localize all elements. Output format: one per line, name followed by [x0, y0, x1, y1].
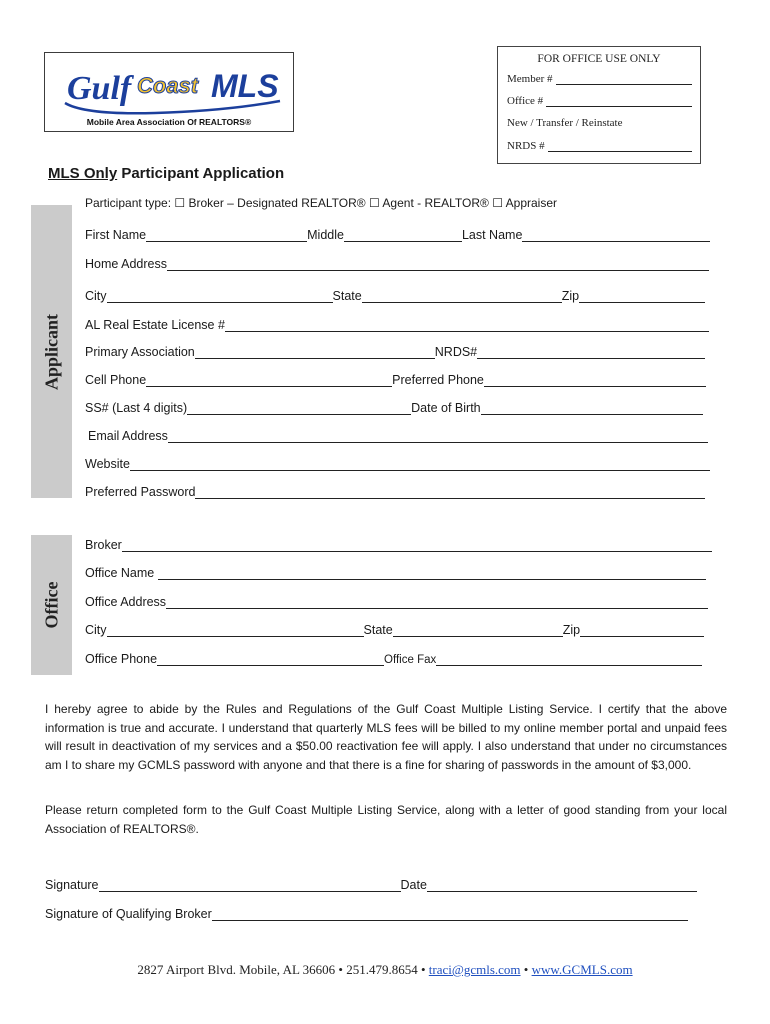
- license-field[interactable]: [225, 318, 709, 332]
- email-label: Email Address: [88, 429, 168, 443]
- office-fax-label: Office Fax: [384, 654, 437, 666]
- office-member-field[interactable]: [507, 73, 692, 85]
- home-address-label: Home Address: [85, 257, 167, 271]
- office-member-label: Member #: [507, 73, 553, 85]
- office-nrds-label: NRDS #: [507, 140, 545, 152]
- return-note-paragraph: Please return completed form to the Gulf Coast Multiple Listing Service, along with a letter of good standing from your local Association of REALTORS®.: [45, 803, 727, 836]
- office-city-field[interactable]: [107, 623, 364, 637]
- office-nrds-field[interactable]: [507, 140, 692, 152]
- office-office-label: Office #: [507, 95, 544, 107]
- office-status-label: New / Transfer / Reinstate: [507, 117, 623, 129]
- last-name-label: Last Name: [461, 228, 523, 242]
- broker-signature-row: [45, 905, 688, 921]
- gulf-coast-mls-logo: [44, 52, 294, 132]
- footer-address: 2827 Airport Blvd. Mobile, AL 36606 • 251.479.8654 •: [137, 962, 429, 977]
- broker-label: Broker: [85, 538, 122, 552]
- office-zip-field[interactable]: [580, 623, 704, 637]
- office-use-heading: FOR OFFICE USE ONLY: [537, 53, 661, 65]
- office-zip-label: Zip: [562, 623, 581, 637]
- logo-tagline: Mobile Area Association Of REALTORS®: [86, 117, 252, 127]
- office-address-field[interactable]: [166, 595, 708, 609]
- option-appraiser-label: Appraiser: [505, 196, 557, 210]
- dob-label: Date of Birth: [411, 401, 481, 415]
- footer-email-link[interactable]: traci@gcmls.com: [428, 962, 521, 977]
- office-name-label: Office Name: [85, 566, 155, 580]
- date-field[interactable]: [427, 878, 697, 892]
- office-city-label: City: [85, 623, 107, 637]
- password-row: [85, 483, 705, 499]
- broker-field[interactable]: [122, 538, 712, 552]
- page-title: [48, 165, 284, 182]
- broker-signature-field[interactable]: [212, 907, 688, 921]
- office-phone-field[interactable]: [157, 652, 384, 666]
- office-fax-field[interactable]: [436, 652, 702, 666]
- middle-name-field[interactable]: [344, 228, 462, 242]
- agreement-paragraph: I hereby agree to abide by the Rules and Regulations of the Gulf Coast Multiple Listing Service. I certify that the above information is true and accurate. I understand that quarterly MLS fees will be billed to my online member portal and unpaid fees will result in deactivation of my services and a $50.00 reactivation fee will apply. I also understand that under no circumstances am I to share my GCMLS password with anyone and that there is a fine for sharing of passwords in the amount of $3,000.: [45, 702, 727, 772]
- office-address-label: Office Address: [85, 595, 167, 609]
- footer-separator: •: [520, 962, 532, 977]
- cell-phone-label: Cell Phone: [85, 373, 147, 387]
- website-field[interactable]: [130, 457, 710, 471]
- title-rest: Participant Application: [117, 165, 285, 182]
- license-row: [85, 316, 709, 332]
- checkbox-broker[interactable]: ☐: [174, 196, 186, 210]
- office-state-label: State: [363, 623, 393, 637]
- office-city-state-zip-row: [85, 621, 704, 637]
- broker-row: [85, 536, 712, 552]
- participant-type-label: Participant type:: [85, 196, 172, 210]
- nrds-label: NRDS#: [434, 345, 478, 359]
- nrds-field[interactable]: [477, 345, 705, 359]
- phone-row: [85, 371, 706, 387]
- footer-website-link[interactable]: www.GCMLS.com: [531, 962, 633, 977]
- home-address-field[interactable]: [167, 257, 709, 271]
- home-address-row: [85, 255, 709, 271]
- office-phone-fax-row: [85, 650, 702, 666]
- middle-label: Middle: [307, 228, 344, 242]
- office-name-field[interactable]: [158, 566, 706, 580]
- ss-field[interactable]: [187, 401, 411, 415]
- office-office-field[interactable]: [507, 95, 692, 107]
- website-row: [85, 455, 710, 471]
- signature-label: Signature: [45, 878, 99, 892]
- option-agent-label: Agent - REALTOR®: [382, 196, 489, 210]
- date-label: Date: [400, 878, 427, 892]
- title-underlined: MLS Only: [48, 165, 118, 182]
- office-section-tab: Office: [31, 535, 72, 675]
- checkbox-appraiser[interactable]: ☐: [492, 196, 503, 210]
- office-phone-label: Office Phone: [85, 652, 158, 666]
- city-state-zip-row: [85, 287, 705, 303]
- name-row: [85, 226, 710, 242]
- password-field[interactable]: [195, 485, 705, 499]
- state-field[interactable]: [362, 289, 562, 303]
- ss-label: SS# (Last 4 digits): [85, 401, 188, 415]
- primary-association-field[interactable]: [195, 345, 435, 359]
- cell-phone-field[interactable]: [146, 373, 392, 387]
- applicant-section-tab: Applicant: [31, 205, 72, 498]
- city-label: City: [85, 289, 107, 303]
- footer: [0, 962, 770, 978]
- participant-type-row: [85, 196, 557, 210]
- broker-signature-label: Signature of Qualifying Broker: [45, 907, 212, 921]
- checkbox-agent[interactable]: ☐: [368, 196, 380, 210]
- first-name-field[interactable]: [146, 228, 307, 242]
- zip-field[interactable]: [579, 289, 705, 303]
- office-use-box: [497, 46, 701, 164]
- preferred-phone-field[interactable]: [484, 373, 706, 387]
- logo-mls-text: MLS: [211, 68, 279, 104]
- zip-label: Zip: [561, 289, 580, 303]
- website-label: Website: [85, 457, 130, 471]
- state-label: State: [332, 289, 362, 303]
- logo-gulf-text: Gulf: [67, 70, 132, 107]
- signature-row: [45, 876, 697, 892]
- office-address-row: [85, 593, 708, 609]
- logo-coast-text: Coast: [137, 73, 199, 98]
- office-name-row: [85, 564, 706, 580]
- association-row: [85, 343, 705, 359]
- email-field[interactable]: [168, 429, 708, 443]
- first-name-label: First Name: [85, 228, 147, 242]
- dob-field[interactable]: [481, 401, 703, 415]
- license-label: AL Real Estate License #: [85, 318, 225, 332]
- password-label: Preferred Password: [85, 485, 196, 499]
- option-broker-label: Broker – Designated REALTOR®: [188, 196, 366, 210]
- office-state-field[interactable]: [393, 623, 563, 637]
- primary-association-label: Primary Association: [85, 345, 195, 359]
- last-name-field[interactable]: [522, 228, 710, 242]
- ss-dob-row: [85, 399, 703, 415]
- city-field[interactable]: [107, 289, 333, 303]
- email-row: [85, 427, 708, 443]
- preferred-phone-label: Preferred Phone: [392, 373, 484, 387]
- signature-field[interactable]: [99, 878, 401, 892]
